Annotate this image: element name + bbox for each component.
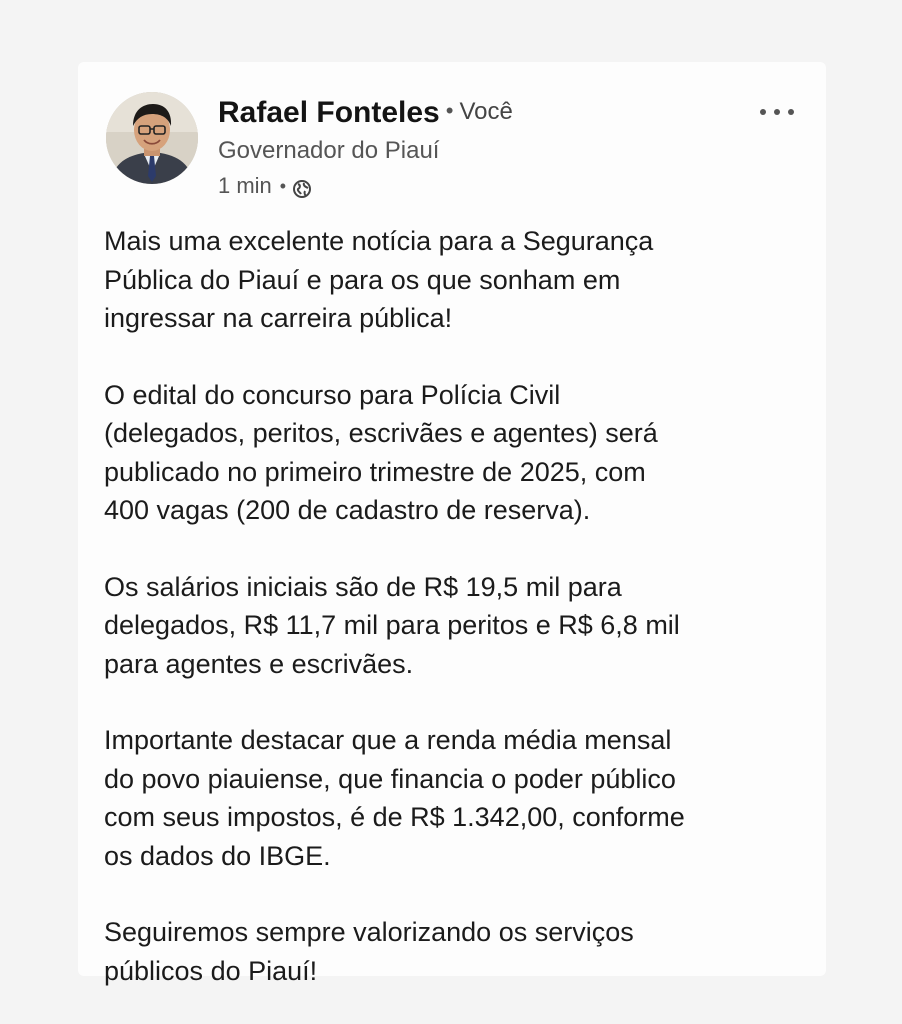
post-card: [78, 62, 826, 986]
post-paragraph: Seguiremos sempre valorizando os serviços públicos do Piauí!: [104, 917, 634, 986]
author-name[interactable]: Rafael Fonteles: [218, 96, 440, 129]
avatar-photo-icon: [106, 92, 198, 184]
post-paragraph: Os salários iniciais são de R$ 19,5 mil para delegados, R$ 11,7 mil para peritos e R$ 6,8 mil para agentes e escrivães.: [104, 571, 680, 679]
post-body: [104, 222, 804, 1024]
meta-separator-dot: •: [279, 176, 287, 196]
author-relation: Você: [459, 98, 513, 125]
author-name-line: [218, 92, 513, 132]
post-paragraph: Mais uma excelente notícia para a Segurança Pública do Piauí e para os que sonham em ingressar na carreira pública!: [104, 226, 654, 333]
more-options-icon[interactable]: [760, 102, 794, 122]
author-title: Governador do Piauí: [218, 137, 440, 164]
post-paragraph: O edital do concurso para Polícia Civil (delegados, peritos, escrivães e agentes) será publicado no primeiro trimestre de 2025, com 400 vagas (200 de cadastro de reserva).: [104, 379, 658, 525]
post-paragraph: Importante destacar que a renda média mensal do povo piauiense, que financia o poder público com seus impostos, é de R$ 1.342,00, conforme os dados do IBGE.: [104, 725, 685, 871]
post-time[interactable]: 1 min: [218, 173, 272, 198]
globe-icon: [292, 176, 312, 196]
separator-dot: •: [445, 98, 454, 123]
author-info: [218, 92, 513, 202]
author-avatar[interactable]: [106, 92, 198, 184]
post-meta: [218, 170, 513, 202]
post-header: [106, 92, 806, 202]
